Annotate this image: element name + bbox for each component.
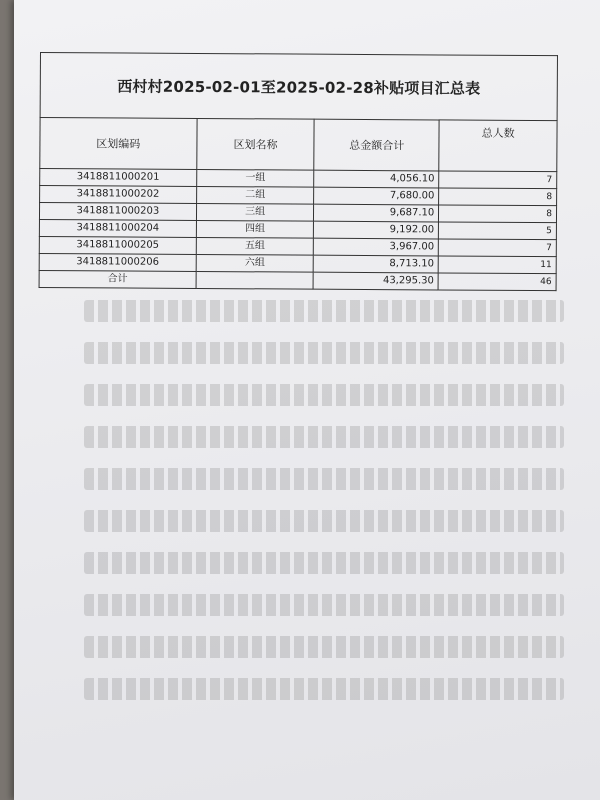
row-code: 3418811000202 [40, 186, 197, 204]
total-row [39, 270, 556, 290]
row-name: 五组 [196, 237, 314, 255]
total-amount: 43,295.30 [314, 272, 439, 290]
row-amount: 9,192.00 [314, 221, 439, 239]
row-name: 一组 [196, 169, 314, 187]
row-amount: 3,967.00 [314, 238, 439, 256]
row-amount: 8,713.10 [314, 255, 439, 273]
total-label: 合计 [39, 270, 196, 288]
row-count: 8 [439, 205, 557, 223]
bleed-through-text [84, 300, 564, 760]
subsidy-summary-table [39, 52, 558, 291]
row-count: 11 [438, 256, 556, 274]
row-name: 三组 [196, 203, 314, 221]
row-code: 3418811000201 [40, 169, 197, 187]
header-count: 总人数 [439, 120, 557, 172]
row-count: 5 [439, 222, 557, 240]
header-amount: 总金额合计 [314, 119, 439, 171]
row-amount: 4,056.10 [314, 170, 439, 188]
header-row [40, 118, 557, 172]
row-code: 3418811000206 [39, 253, 196, 271]
total-name-empty [196, 271, 314, 289]
row-count: 7 [439, 171, 557, 189]
row-code: 3418811000204 [39, 219, 196, 237]
row-name: 四组 [196, 220, 314, 238]
header-name: 区划名称 [197, 118, 315, 170]
header-code: 区划编码 [40, 118, 197, 170]
row-code: 3418811000203 [39, 203, 196, 221]
row-count: 7 [439, 239, 557, 257]
total-count: 46 [438, 273, 556, 291]
row-name: 六组 [196, 254, 314, 272]
table-title: 西村村2025-02-01至2025-02-28补贴项目汇总表 [40, 53, 557, 121]
row-code: 3418811000205 [39, 236, 196, 254]
row-amount: 9,687.10 [314, 204, 439, 222]
row-name: 二组 [196, 186, 314, 204]
row-amount: 7,680.00 [314, 187, 439, 205]
row-count: 8 [439, 188, 557, 206]
